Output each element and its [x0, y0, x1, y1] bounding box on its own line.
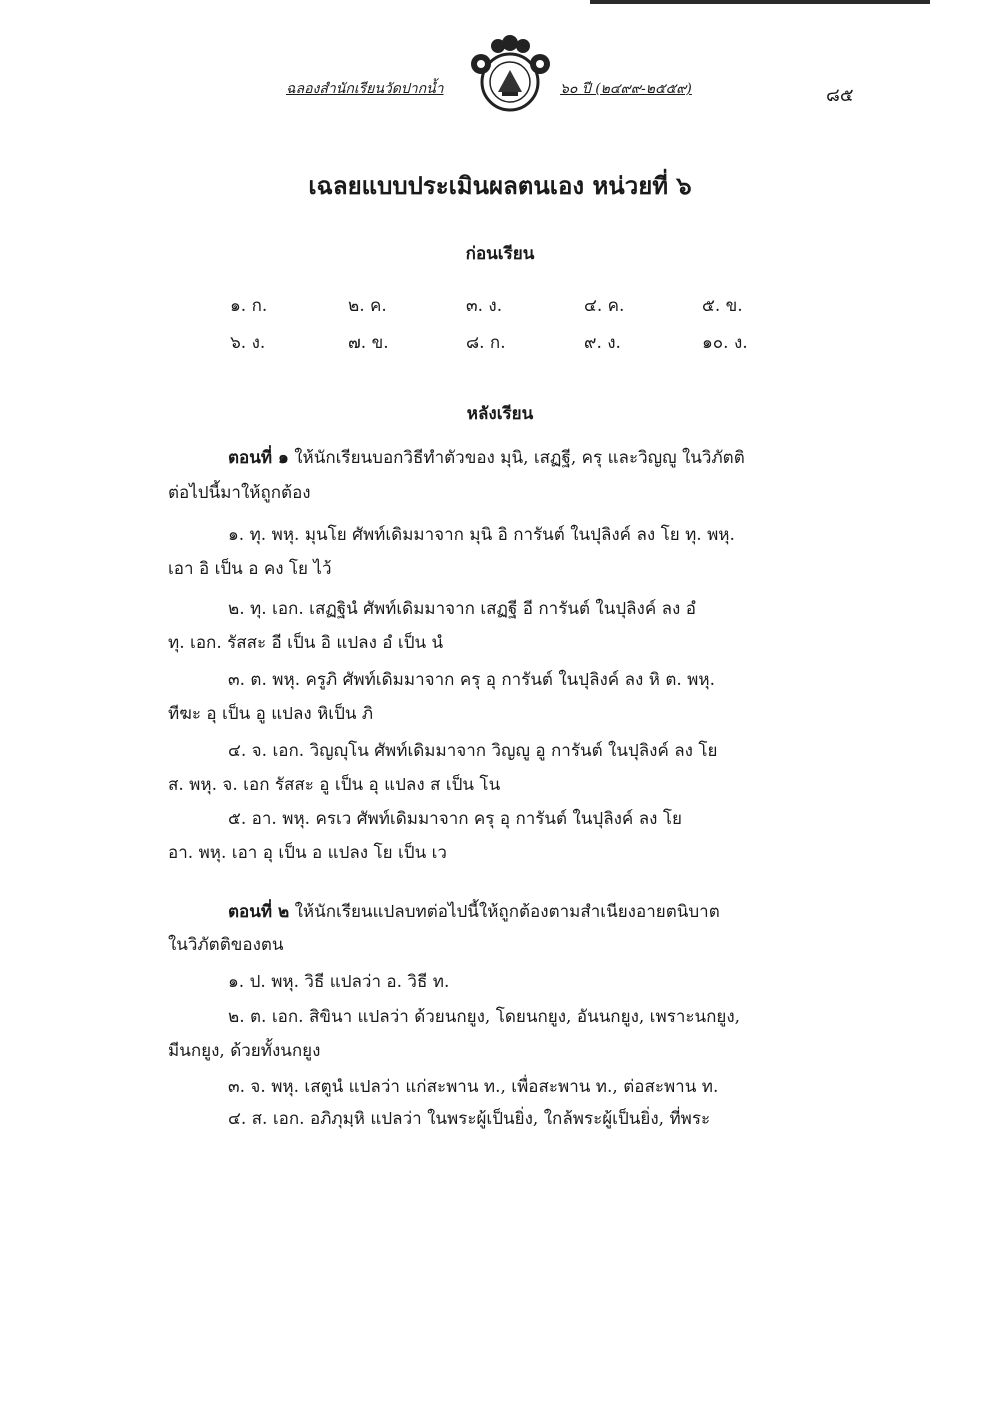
page-number: ๘๕	[826, 85, 854, 106]
part1-item-3: ๓. ต. พหุ. ครูภิ ศัพท์เดิมมาจาก ครุ อุ การันต์ ในปุลิงค์ ลง หิ ต. พหุ.	[228, 670, 715, 690]
answer-5: ๕. ข.	[702, 296, 743, 316]
running-header-right: ๖๐ ปี (๒๔๙๙-๒๕๕๙)	[560, 81, 692, 97]
page-title: เฉลยแบบประเมินผลตนเอง หน่วยที่ ๖	[308, 171, 692, 200]
answer-6: ๖. ง.	[230, 333, 266, 353]
part1-item-1: ๑. ทุ. พหุ. มุนโย ศัพท์เดิมมาจาก มุนิ อิ การันต์ ในปุลิงค์ ลง โย ทุ. พหุ.	[228, 525, 735, 545]
part2-item-2-cont: มีนกยูง, ด้วยทั้งนกยูง	[168, 1041, 321, 1061]
part1-item-2: ๒. ทุ. เอก. เสฏฐินํ ศัพท์เดิมมาจาก เสฏฐี อี การันต์ ในปุลิงค์ ลง อํ	[228, 599, 696, 619]
part2-item-1: ๑. ป. พหุ. วิธี แปลว่า อ. วิธี ท.	[228, 972, 450, 992]
part1-item-1-cont: เอา อิ เป็น อ คง โย ไว้	[168, 559, 332, 579]
part1-label: ตอนที่ ๑	[228, 448, 289, 468]
part2-label: ตอนที่ ๒	[228, 902, 290, 922]
part1-item-3-cont: ทีฆะ อุ เป็น อู แปลง หิเป็น ภิ	[168, 704, 374, 724]
part1-instruction	[228, 444, 745, 471]
answer-9: ๙. ง.	[584, 333, 621, 353]
part1-instruction-cont: ต่อไปนี้มาให้ถูกต้อง	[168, 483, 311, 503]
temple-seal-icon	[468, 34, 552, 122]
answer-2: ๒. ค.	[348, 296, 387, 316]
part2-instruction	[228, 898, 720, 925]
part1-item-5-cont: อา. พหุ. เอา อุ เป็น อ แปลง โย เป็น เว	[168, 843, 447, 863]
part1-item-4: ๔. จ. เอก. วิญญุโน ศัพท์เดิมมาจาก วิญญู อู การันต์ ในปุลิงค์ ลง โย	[228, 741, 718, 761]
part2-instruction-text: ให้นักเรียนแปลบทต่อไปนี้ให้ถูกต้องตามสำเนียงอายตนิบาต	[294, 902, 720, 922]
part2-item-2: ๒. ต. เอก. สิขินา แปลว่า ด้วยนกยูง, โดยนกยูง, อันนกยูง, เพราะนกยูง,	[228, 1007, 741, 1027]
part2-item-4: ๔. ส. เอก. อภิภุมฺหิ แปลว่า ในพระผู้เป็นยิ่ง, ใกล้พระผู้เป็นยิ่ง, ที่พระ	[228, 1109, 711, 1129]
answer-8: ๘. ก.	[466, 333, 506, 353]
answer-3: ๓. ง.	[466, 296, 503, 316]
answer-10: ๑๐. ง.	[702, 333, 748, 353]
pretest-answer-row	[230, 329, 820, 356]
answer-7: ๗. ข.	[348, 333, 389, 353]
part2-instruction-cont: ในวิภัตติของตน	[168, 935, 284, 955]
answer-4: ๔. ค.	[584, 296, 625, 316]
part1-item-2-cont: ทุ. เอก. รัสสะ อี เป็น อิ แปลง อํ เป็น นํ	[168, 633, 444, 653]
part1-item-4-cont: ส. พหุ. จ. เอก รัสสะ อู เป็น อุ แปลง ส เป็น โน	[168, 775, 501, 795]
running-header-left: ฉลองสำนักเรียนวัดปากน้ำ	[286, 81, 444, 97]
pretest-heading: ก่อนเรียน	[465, 244, 535, 264]
pretest-answer-row	[230, 292, 820, 319]
part1-instruction-text: ให้นักเรียนบอกวิธีทำตัวของ มุนิ, เสฏฐี, ครุ และวิญญู ในวิภัตติ	[294, 448, 745, 468]
answer-1: ๑. ก.	[230, 296, 268, 316]
part2-item-3: ๓. จ. พหุ. เสตูนํ แปลว่า แก่สะพาน ท., เพื่อสะพาน ท., ต่อสะพาน ท.	[228, 1077, 719, 1097]
scan-border-line	[590, 0, 930, 4]
posttest-heading: หลังเรียน	[466, 404, 534, 424]
part1-item-5: ๕. อา. พหุ. ครเว ศัพท์เดิมมาจาก ครุ อุ การันต์ ในปุลิงค์ ลง โย	[228, 809, 682, 829]
